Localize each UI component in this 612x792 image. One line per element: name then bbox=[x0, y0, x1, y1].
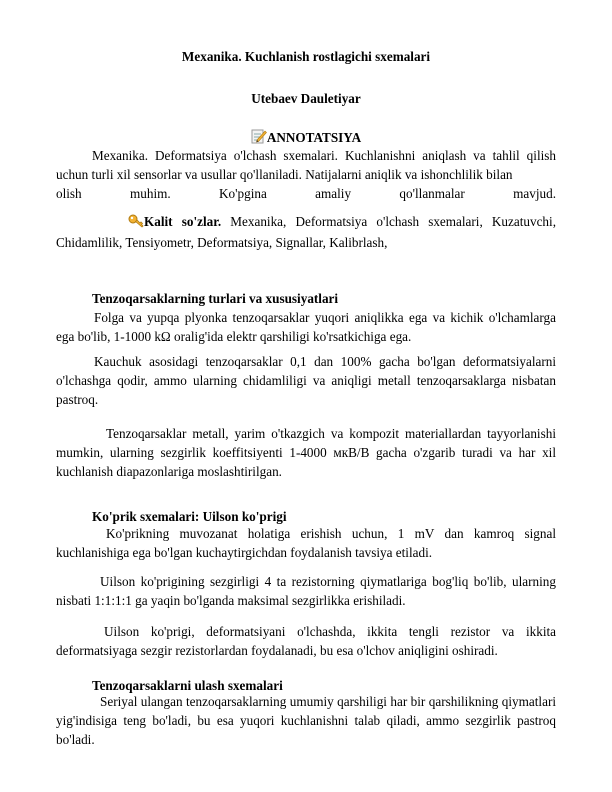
annotation-text-1: Mexanika. Deformatsiya o'lchash sxemalari. Kuchlanishni aniqlash va tahlil qilish uchun turli xil sensorlar va usullar qo'llaniladi. Natijalarni aniqlik va ishonchlilik bilan bbox=[56, 148, 556, 182]
keywords-label: Kalit so'zlar. bbox=[144, 214, 222, 229]
memo-icon bbox=[251, 128, 267, 148]
section2-paragraph-1: Ko'prikning muvozanat holatiga erishish uchun, 1 mV dan kamroq signal kuchlanishiga ega bo'lgan kuchaytirgichdan foydalanish tavsiya etiladi. bbox=[56, 526, 556, 560]
keywords-paragraph bbox=[56, 212, 556, 252]
section3-paragraph-1: Seriyal ulangan tenzoqarsaklarning umumiy qarshiligi har bir qarshilikning qiymatlari yig'indisiga teng bo'ladi, bu esa yuqori kuchlanishni talab qiladi, ammo sezgirlik pastroq bo'ladi. bbox=[56, 694, 556, 747]
section1-paragraph-2: Kauchuk asosidagi tenzoqarsaklar 0,1 dan 100% gacha bo'lgan deformatsiyalarni o'lchashga qodir, ammo ularning chidamliligi va aniqligi metall tenzoqarsaklarga nisbatan pastroq. bbox=[56, 354, 556, 407]
author-name: Utebaev Dauletiyar bbox=[251, 91, 361, 106]
section1-heading: Tenzoqarsaklarning turlari va xususiyatlari bbox=[92, 291, 339, 306]
section2-heading: Ko'prik sxemalari: Uilson ko'prigi bbox=[92, 509, 287, 524]
annotation-text-2: olish muhim. Ko'pgina amaliy qo'llanmalar mavjud. bbox=[56, 186, 556, 201]
annotation-heading-row bbox=[0, 128, 612, 148]
section1-paragraph-1: Folga va yupqa plyonka tenzoqarsaklar yuqori aniqlikka ega va kichik o'lchamlarga ega bo'lib, 1-1000 kΩ oralig'ida elektr qarshiligi ko'rsatkichiga ega. bbox=[56, 310, 556, 344]
keywords-text: Mexanika, Deformatsiya o'lchash sxemalari, Kuzatuvchi, Chidamlilik, Tensiyometr, Deformatsiya, Signallar, Kalibrlash, bbox=[56, 214, 556, 250]
section1-paragraph-3: Tenzoqarsaklar metall, yarim o'tkazgich va kompozit materiallardan tayyorlanishi mumkin, ularning sezgirlik koeffitsiyenti 1-4000 мкВ/В gacha o'zgarib turadi va har xil kuchlanish diapazonlariga moslashtirilgan. bbox=[56, 426, 556, 479]
section2-paragraph-3: Uilson ko'prigi, deformatsiyani o'lchashda, ikkita tengli rezistor va ikkita deformatsiyaga sezgir rezistorlardan foydalanadi, bu esa o'lchov aniqligini oshiradi. bbox=[56, 624, 556, 658]
paper-title: Mexanika. Kuchlanish rostlagichi sxemalari bbox=[181, 49, 431, 64]
annotation-heading: ANNOTATSIYA bbox=[266, 130, 362, 145]
section3-heading: Tenzoqarsaklarni ulash sxemalari bbox=[92, 678, 283, 693]
key-icon bbox=[92, 214, 144, 233]
section2-paragraph-2: Uilson ko'prigining sezgirligi 4 ta rezistorning qiymatlariga bog'liq bo'lib, ularning nisbati 1:1:1:1 ga yaqin bo'lganda maksimal sezgirlikka erishiladi. bbox=[56, 574, 556, 608]
